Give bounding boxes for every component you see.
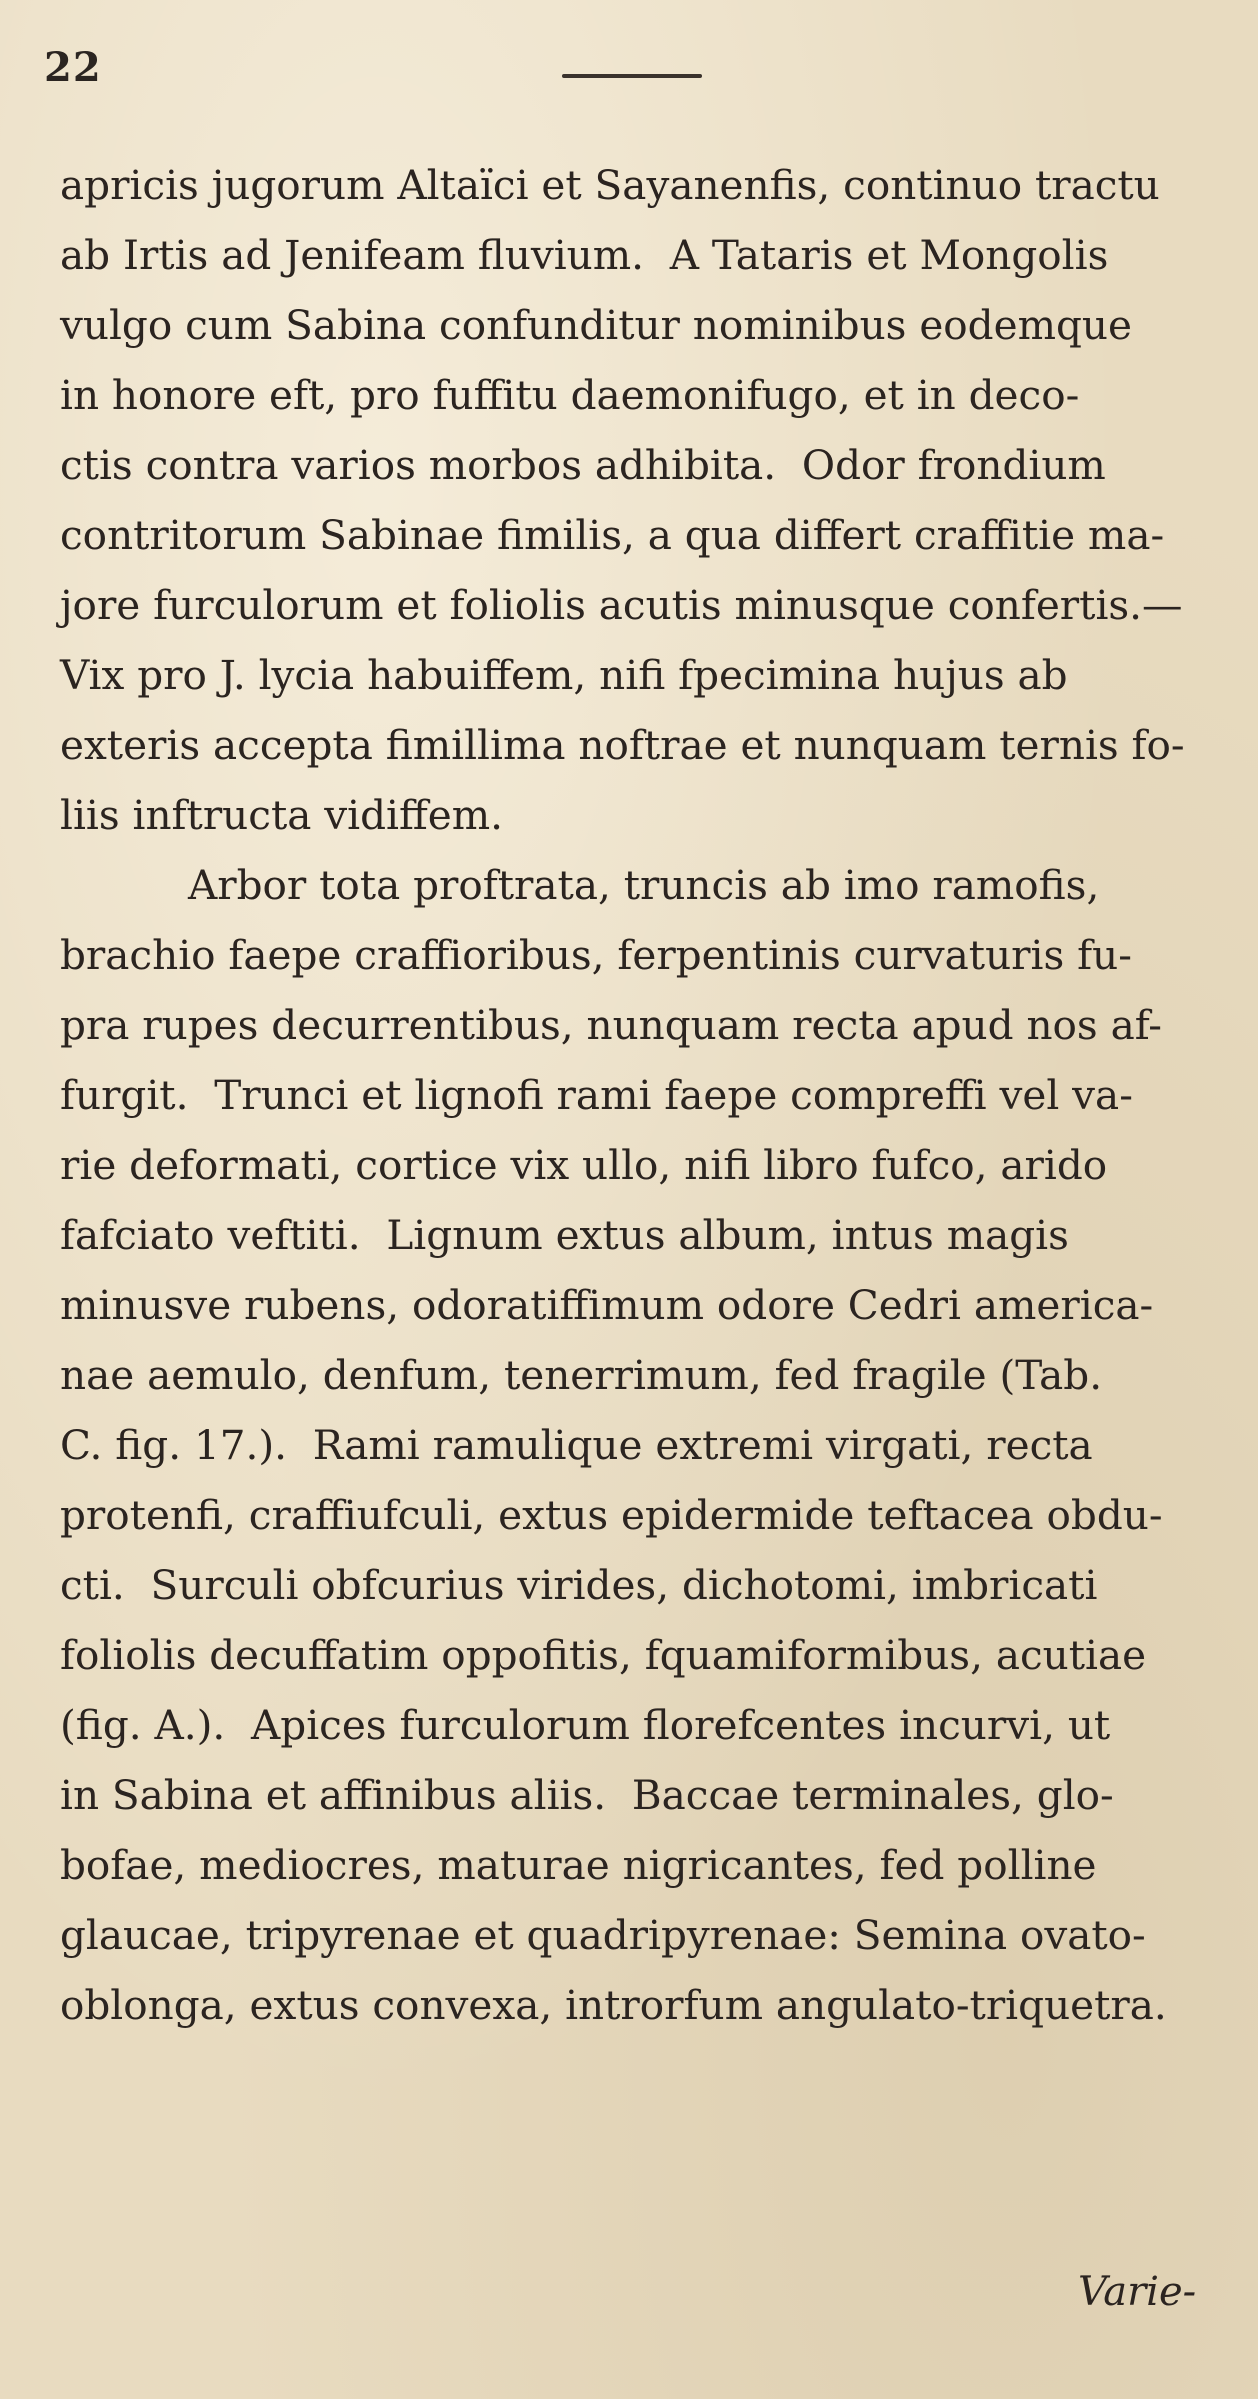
catchword: Varie- <box>1078 2269 1197 2315</box>
header-rule <box>562 74 702 78</box>
text-line: Vix pro J. lycia habuiffem, nifi fpecimina hujus ab <box>60 651 1068 699</box>
text-line: bofae, mediocres, maturae nigricantes, fed polline <box>60 1841 1097 1889</box>
text-line: in honore eft, pro fuffitu daemonifugo, et in deco- <box>60 371 1080 419</box>
text-line: fafciato veftiti. Lignum extus album, intus magis <box>60 1211 1069 1259</box>
text-line: apricis jugorum Altaïci et Sayanenfis, continuo tractu <box>60 161 1160 209</box>
text-line: brachio faepe craffioribus, ferpentinis curvaturis fu- <box>60 931 1132 979</box>
text-line: exteris accepta fimillima noftrae et nunquam ternis fo- <box>60 721 1185 769</box>
page-number: 22 <box>44 44 102 91</box>
text-line: rie deformati, cortice vix ullo, nifi libro fufco, arido <box>60 1141 1108 1189</box>
text-line: foliolis decuffatim oppofitis, fquamiformibus, acutiae <box>60 1631 1147 1679</box>
text-line: (fig. A.). Apices furculorum florefcentes incurvi, ut <box>60 1701 1111 1749</box>
text-line: liis inftructa vidiffem. <box>60 791 503 839</box>
text-line: glaucae, tripyrenae et quadripyrenae: Semina ovato- <box>60 1911 1146 1959</box>
text-line: Arbor tota proftrata, truncis ab imo ramofis, <box>188 861 1100 909</box>
text-line: cti. Surculi obfcurius virides, dichotomi, imbricati <box>60 1561 1098 1609</box>
text-line: pra rupes decurrentibus, nunquam recta apud nos af- <box>60 1001 1162 1049</box>
text-line: contritorum Sabinae fimilis, a qua differt craffitie ma- <box>60 511 1165 559</box>
text-line: in Sabina et affinibus aliis. Baccae terminales, glo- <box>60 1771 1114 1819</box>
text-line: furgit. Trunci et lignofi rami faepe compreffi vel va- <box>60 1071 1133 1119</box>
text-line: nae aemulo, denfum, tenerrimum, fed fragile (Tab. <box>60 1351 1103 1399</box>
text-line: minusve rubens, odoratiffimum odore Cedri america- <box>60 1281 1154 1329</box>
body-text <box>60 150 1210 2040</box>
text-line: C. fig. 17.). Rami ramulique extremi virgati, recta <box>60 1421 1093 1469</box>
text-line: vulgo cum Sabina confunditur nominibus eodemque <box>60 301 1132 349</box>
text-line: protenfi, craffiufculi, extus epidermide teftacea obdu- <box>60 1491 1163 1539</box>
text-line: oblonga, extus convexa, introrfum angulato-triquetra. <box>60 1981 1167 2029</box>
text-line: ab Irtis ad Jenifeam fluvium. A Tataris et Mongolis <box>60 231 1109 279</box>
text-line: ctis contra varios morbos adhibita. Odor frondium <box>60 441 1106 489</box>
text-line: jore furculorum et foliolis acutis minusque confertis.— <box>60 581 1183 629</box>
